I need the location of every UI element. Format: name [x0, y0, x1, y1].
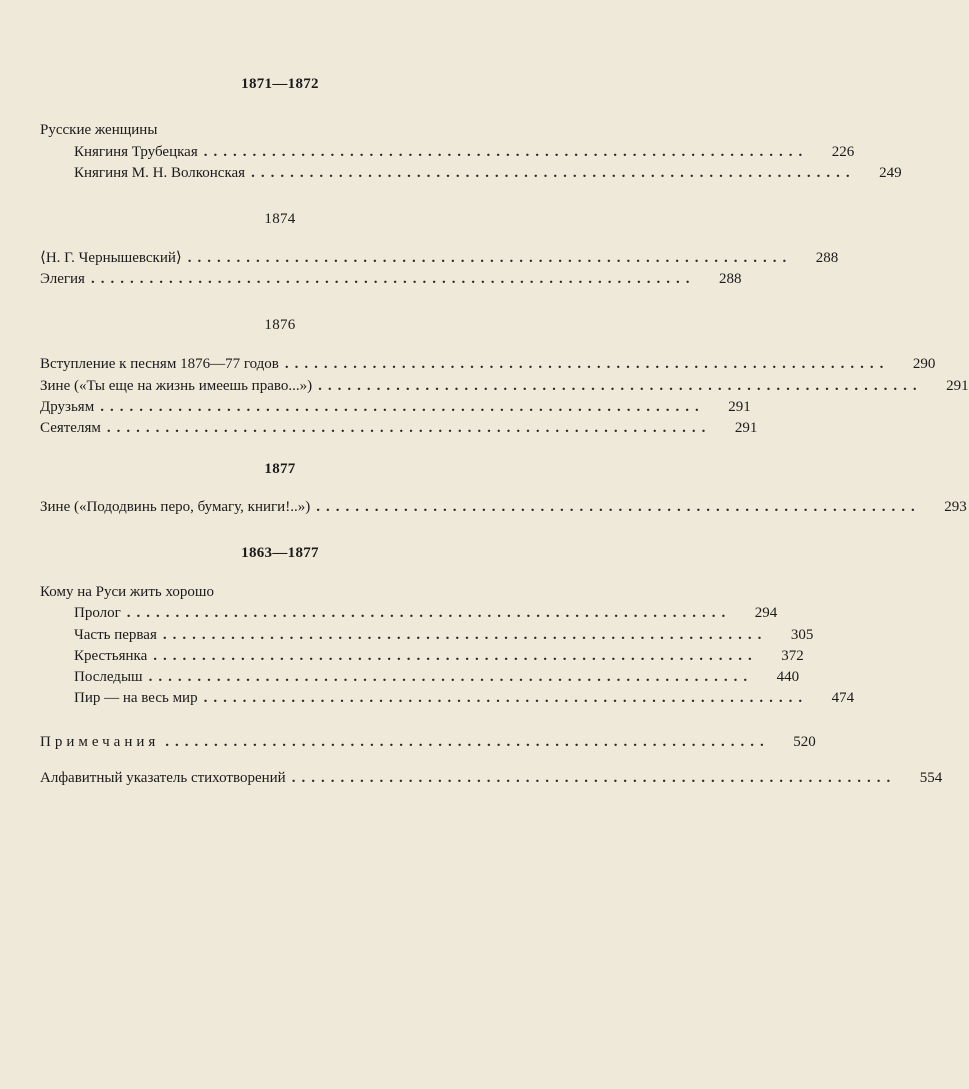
toc-entry-index[interactable]	[40, 768, 943, 788]
toc-entry[interactable]	[74, 625, 814, 645]
entry-page: 440	[776, 669, 800, 685]
toc-entry[interactable]	[74, 163, 902, 183]
entry-title: Алфавитный указатель стихотворений	[40, 770, 286, 786]
entry-title: Крестьянка	[74, 648, 148, 664]
entry-page: 291	[734, 420, 758, 436]
toc-entry[interactable]	[74, 142, 855, 162]
section-heading: 1871—1872	[241, 76, 319, 92]
toc-entry[interactable]	[40, 376, 969, 396]
dot-leader: ..............................................................	[316, 499, 921, 515]
section-heading: 1874	[264, 211, 296, 227]
entry-page: 290	[912, 356, 936, 372]
entry-page: 554	[919, 770, 943, 786]
dot-leader: ..............................................................	[100, 399, 705, 415]
entry-title: Зине («Ты еще на жизнь имеешь право...»)	[40, 378, 313, 394]
toc-entry[interactable]	[74, 688, 855, 708]
entry-page: 288	[718, 271, 742, 287]
dot-leader: ..............................................................	[162, 627, 768, 643]
toc-entry-notes[interactable]	[40, 732, 816, 752]
dot-leader: ..............................................................	[318, 378, 923, 394]
entry-page: 293	[944, 499, 967, 515]
entry-title: Зине («Пододвинь перо, бумагу, книги!..»)	[40, 499, 311, 515]
dot-leader: ..............................................................	[284, 356, 890, 372]
entry-page: 372	[781, 648, 804, 664]
entry-title: Княгиня Трубецкая	[74, 144, 198, 160]
toc-entry[interactable]	[40, 248, 839, 268]
entry-title: Друзьям	[40, 399, 95, 415]
dot-leader: ..............................................................	[153, 648, 758, 664]
entry-page: 291	[728, 399, 751, 415]
entry-title: ⟨Н. Г. Чернышевский⟩	[40, 250, 182, 266]
toc-entry[interactable]	[40, 418, 758, 438]
entry-page: 291	[946, 378, 969, 394]
entry-title: Часть первая	[74, 627, 157, 643]
entry-title: Последыш	[74, 669, 143, 685]
group-title: Кому на Руси жить хорошо	[40, 584, 214, 600]
entry-title: Вступление к песням 1876—77 годов	[40, 356, 279, 372]
dot-leader: ..............................................................	[165, 734, 770, 750]
entry-title: Княгиня М. Н. Волконская	[74, 165, 246, 181]
toc-entry[interactable]	[74, 667, 800, 687]
entry-page: 294	[754, 605, 778, 621]
section-heading: 1863—1877	[241, 545, 319, 561]
section-heading: 1877	[264, 461, 296, 477]
toc-entry[interactable]	[74, 646, 804, 666]
dot-leader: ..............................................................	[203, 690, 809, 706]
group-title: Русские женщины	[40, 122, 158, 138]
entry-title: Примечания	[40, 734, 160, 750]
toc-entry[interactable]	[40, 269, 742, 289]
entry-page: 249	[879, 165, 902, 181]
dot-leader: ..............................................................	[148, 669, 754, 685]
dot-leader: ..............................................................	[126, 605, 732, 621]
toc-entry[interactable]	[74, 603, 778, 623]
dot-leader: ..............................................................	[291, 770, 897, 786]
dot-leader: ..............................................................	[106, 420, 712, 436]
entry-page: 226	[831, 144, 855, 160]
entry-title: Сеятелям	[40, 420, 101, 436]
dot-leader: ..............................................................	[187, 250, 793, 266]
entry-page: 474	[831, 690, 855, 706]
entry-page: 520	[793, 734, 816, 750]
section-heading: 1876	[264, 317, 296, 333]
entry-page: 305	[790, 627, 814, 643]
entry-title: Пролог	[74, 605, 121, 621]
entry-page: 288	[815, 250, 839, 266]
toc-entry[interactable]	[40, 354, 936, 374]
toc-entry[interactable]	[40, 497, 967, 517]
entry-title: Элегия	[40, 271, 85, 287]
dot-leader: ..............................................................	[90, 271, 696, 287]
dot-leader: ..............................................................	[203, 144, 809, 160]
entry-title: Пир — на весь мир	[74, 690, 198, 706]
dot-leader: ..............................................................	[251, 165, 856, 181]
toc-entry[interactable]	[40, 397, 751, 417]
